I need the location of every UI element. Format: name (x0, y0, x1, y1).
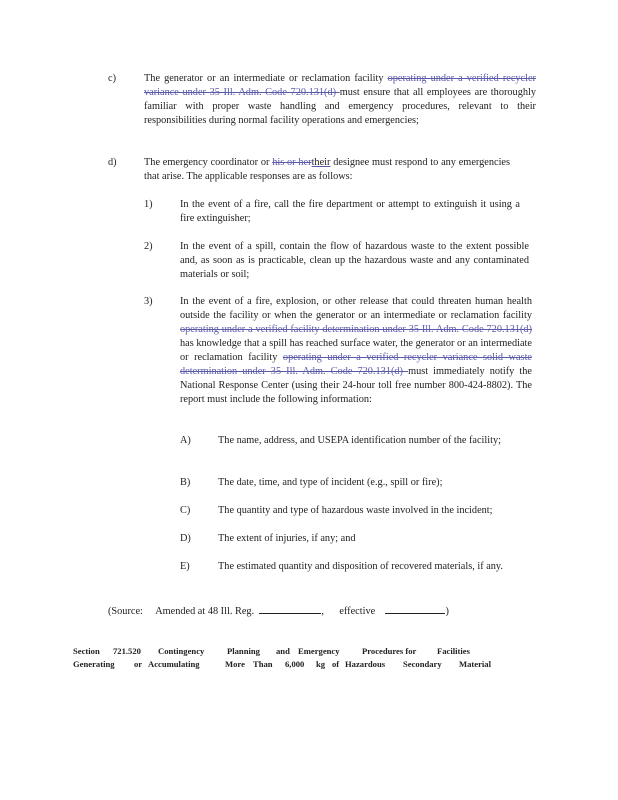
subitem-c-text: The quantity and type of hazardous waste involved in the incident; (218, 505, 493, 516)
effective-date-blank (385, 602, 445, 614)
subitem-1 (144, 198, 534, 228)
subitem-b-text: The date, time, and type of incident (e.g., spill or fire); (218, 477, 443, 488)
subitem-2-label: 2) (144, 241, 153, 252)
subitem-3-text-3: must immediately notify the National Response Center (using their 24-hour toll free number 800-424-8802). The report must include the following information: (180, 366, 532, 405)
section-heading-word: Hazardous (345, 659, 386, 669)
subitem-3 (144, 295, 536, 425)
subitem-b-label: B) (180, 477, 191, 488)
section-heading-word: Contingency (158, 646, 205, 656)
paragraph-c-text-2: must ensure that all employees are thoroughly familiar with proper waste handling and emergency procedures, relevant to their responsibilities during normal facility operations and emergencies; (144, 87, 536, 126)
subitem-3-text-1: In the event of a fire, explosion, or other release that could threaten human health outside the facility or when the generator or an intermediate or reclamation facility (180, 296, 532, 321)
section-heading-word: of (332, 659, 340, 669)
source-effective: effective (339, 606, 376, 617)
subitem-c (180, 504, 530, 520)
paragraph-c-text-1: The generator or an intermediate or reclamation facility (144, 73, 388, 84)
section-heading-word: 6,000 (285, 659, 305, 669)
section-heading-word: Material (459, 659, 491, 669)
subitem-2 (144, 240, 534, 284)
section-heading-word: or (134, 659, 143, 669)
section-heading-word: Procedures for (362, 646, 417, 656)
subitem-a-label: A) (180, 435, 191, 446)
subitem-1-label: 1) (144, 199, 153, 210)
paragraph-d-struck: his or her (272, 157, 312, 168)
subitem-3-label: 3) (144, 296, 153, 307)
subitem-1-text: In the event of a fire, call the fire department or attempt to extinguish it using a fire extinguisher; (180, 199, 520, 224)
subitem-d (180, 532, 510, 548)
subitem-a (180, 434, 510, 464)
paragraph-d-label: d) (108, 157, 117, 168)
section-heading-word: Generating (73, 659, 115, 669)
section-heading-word: and (276, 646, 290, 656)
subitem-a-text: The name, address, and USEPA identification number of the facility; (218, 435, 502, 446)
subitem-2-text: In the event of a spill, contain the flow of hazardous waste to the extent possible and, as soon as is practicable, clean up the hazardous waste and any contaminated materials or soil; (180, 241, 529, 280)
paragraph-d-text-1: The emergency coordinator or (144, 157, 273, 168)
subitem-e-text: The estimated quantity and disposition of recovered materials, if any. (218, 561, 503, 572)
subitem-3-text-2: has knowledge that a spill has reached surface water, the generator or an intermediate or reclamation facility (180, 338, 532, 363)
subitem-c-label: C) (180, 505, 191, 516)
paragraph-c-label: c) (108, 73, 116, 84)
source-comma: , (321, 606, 324, 617)
section-heading-word: Secondary (403, 659, 442, 669)
paragraph-d (108, 156, 538, 186)
section-heading-word: Planning (227, 646, 260, 656)
source-amended: Amended at 48 Ill. Reg. (155, 606, 255, 617)
section-heading-word: Accumulating (148, 659, 200, 669)
section-heading-word: 721.520 (113, 646, 141, 656)
subitem-e-label: E) (180, 561, 190, 572)
section-heading-word: Facilities (437, 646, 470, 656)
section-heading-word: Section (73, 646, 100, 656)
subitem-3-struck-2: operating under a verified recycler variance solid waste determination under 35 Ill. Adm. Code 720.131(d) (180, 352, 532, 377)
source-prefix: (Source: (108, 606, 143, 617)
paragraph-d-text-2: designee must respond to any emergencies that arise. The applicable responses are as follows: (144, 157, 511, 182)
section-heading-word: More (225, 659, 245, 669)
paragraph-d-text (144, 156, 510, 184)
subitem-e (180, 560, 532, 590)
paragraph-c-text (144, 72, 536, 128)
subitem-d-text: The extent of injuries, if any; and (218, 533, 356, 544)
source-line (108, 602, 488, 618)
paragraph-d-inserted: their (311, 157, 331, 168)
subitem-3-struck-1: operating under a verified facility determination under 35 Ill. Adm. Code 720.131(d) (180, 324, 532, 335)
section-heading-word: Than (253, 659, 273, 669)
paragraph-c (108, 72, 538, 142)
subitem-d-label: D) (180, 533, 191, 544)
subitem-b (180, 476, 510, 492)
section-heading (0, 645, 618, 675)
section-heading-word: Emergency (298, 646, 340, 656)
section-heading-word: kg (316, 659, 326, 669)
source-close: ) (445, 606, 449, 617)
subitem-3-text (180, 295, 532, 407)
register-blank (259, 602, 321, 614)
paragraph-c-struck: operating under a verified recycler variance under 35 Ill. Adm. Code 720.131(d) (144, 73, 536, 98)
